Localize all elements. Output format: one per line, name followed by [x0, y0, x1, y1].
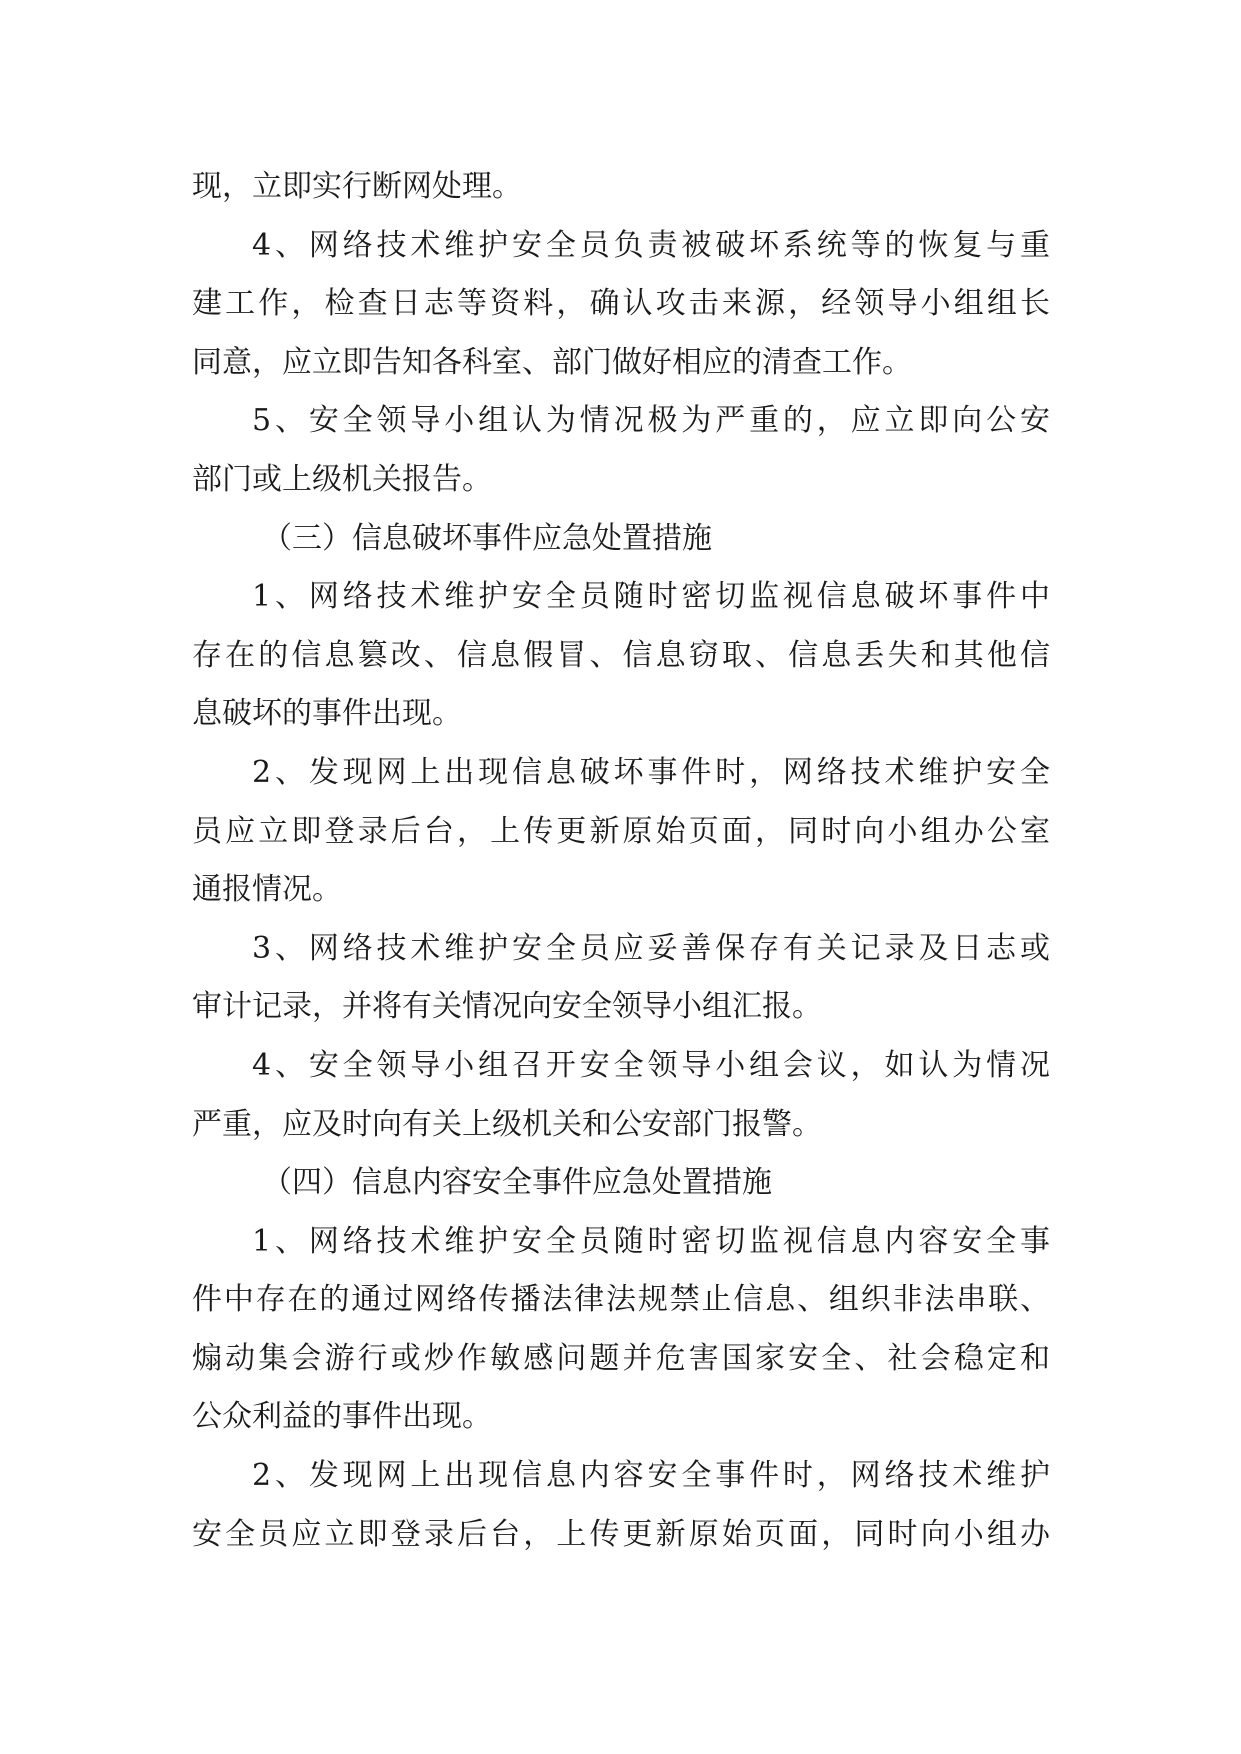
document-body [192, 158, 1050, 1564]
text-line: 安全员应立即登录后台，上传更新原始页面，同时向小组办 [192, 1516, 1050, 1552]
text-line: 存在的信息篡改、信息假冒、信息窃取、信息丢失和其他信 [192, 637, 1050, 673]
section-heading: （三）信息破坏事件应急处置措施 [262, 520, 712, 556]
text-line: 严重，应及时向有关上级机关和公安部门报警。 [192, 1106, 822, 1142]
text-line: 建工作，检查日志等资料，确认攻击来源，经领导小组组长 [192, 286, 1050, 322]
text-line: 4、网络技术维护安全员负责被破坏系统等的恢复与重 [252, 227, 1050, 263]
text-line: 煽动集会游行或炒作敏感问题并危害国家安全、社会稳定和 [192, 1340, 1050, 1376]
section-heading: （四）信息内容安全事件应急处置措施 [262, 1165, 772, 1201]
text-line: 3、网络技术维护安全员应妥善保存有关记录及日志或 [252, 930, 1050, 966]
text-line: 1、网络技术维护安全员随时密切监视信息内容安全事 [252, 1223, 1050, 1259]
text-line: 员应立即登录后台，上传更新原始页面，同时向小组办公室 [192, 813, 1050, 849]
text-line: 2、发现网上出现信息破坏事件时，网络技术维护安全 [252, 754, 1050, 790]
text-line: 件中存在的通过网络传播法律法规禁止信息、组织非法串联、 [192, 1282, 1050, 1318]
text-line: 同意，应立即告知各科室、部门做好相应的清查工作。 [192, 344, 912, 380]
text-line: 息破坏的事件出现。 [192, 696, 462, 732]
text-line: 2、发现网上出现信息内容安全事件时，网络技术维护 [252, 1458, 1050, 1494]
text-line: 5、安全领导小组认为情况极为严重的，应立即向公安 [252, 403, 1050, 439]
text-line: 现，立即实行断网处理。 [192, 169, 522, 204]
text-line: 1、网络技术维护安全员随时密切监视信息破坏事件中 [252, 579, 1050, 615]
text-line: 公众利益的事件出现。 [192, 1399, 492, 1435]
text-line: 通报情况。 [192, 872, 342, 908]
text-line: 部门或上级机关报告。 [192, 461, 492, 497]
text-line: 审计记录，并将有关情况向安全领导小组汇报。 [192, 989, 822, 1025]
text-line: 4、安全领导小组召开安全领导小组会议，如认为情况 [252, 1047, 1050, 1083]
